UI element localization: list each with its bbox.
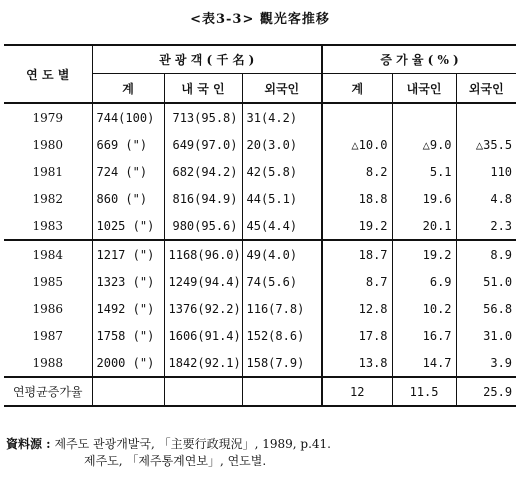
foreign-cell: 42(5.8): [242, 158, 322, 185]
year-header: 연 도 별: [4, 45, 92, 103]
domestic-cell: 1606(91.4): [164, 322, 242, 349]
foreign-header: 외국인: [242, 74, 322, 104]
source-line-2: 제주도, 「제주통계연보」, 연도별.: [84, 454, 267, 468]
summary-growth-foreign: 25.9: [456, 377, 516, 406]
foreign-cell: 116(7.8): [242, 295, 322, 322]
total-cell: 744(100): [92, 103, 164, 131]
summary-empty-cell: [242, 377, 322, 406]
growth-total-cell: 12.8: [322, 295, 392, 322]
growth-foreign-cell: 4.8: [490, 191, 513, 206]
total-cell: 1217 ("): [92, 240, 164, 268]
growth-domestic-cell: 20.1: [392, 212, 456, 240]
growth-domestic-cell: 16.7: [392, 322, 456, 349]
growth-total-cell: [322, 103, 392, 131]
table-row: [4, 295, 516, 322]
summary-row: [4, 377, 516, 406]
domestic-cell: 980(95.6): [164, 212, 242, 240]
domestic-cell: 1376(92.2): [164, 295, 242, 322]
table-row: [4, 103, 516, 131]
growth-foreign-cell: 51.0: [483, 274, 513, 289]
source-note: [6, 436, 331, 470]
growth-domestic-cell: 10.2: [392, 295, 456, 322]
summary-growth-domestic: 11.5: [392, 377, 456, 406]
growth-total-cell: 19.2: [322, 212, 392, 240]
year-cell: 1981: [4, 158, 92, 185]
table-row: [4, 185, 516, 212]
total-cell: 2000 ("): [92, 349, 164, 377]
growth-total-cell: △10.0: [322, 131, 392, 158]
total-cell: 1025 ("): [92, 212, 164, 240]
table-row: [4, 131, 516, 158]
foreign-cell: 45(4.4): [242, 212, 322, 240]
domestic-cell: 816(94.9): [164, 185, 242, 212]
table-title: <表3-3> 觀光客推移: [190, 12, 330, 27]
year-cell: 1980: [4, 131, 92, 158]
year-cell: 1983: [4, 212, 92, 240]
domestic-cell: 649(97.0): [164, 131, 242, 158]
summary-label: 연평균증가율: [4, 377, 92, 406]
growth-total-cell: 18.7: [322, 240, 392, 268]
year-cell: 1982: [4, 185, 92, 212]
growth-foreign-cell: [456, 103, 516, 131]
source-line-1: 제주도 관광개발국, 「主要行政現況」, 1989, p.41.: [54, 437, 331, 451]
foreign-cell: 158(7.9): [242, 349, 322, 377]
summary-empty-cell: [92, 377, 164, 406]
growth-total-cell: 8.2: [322, 158, 392, 185]
domestic-cell: 1249(94.4): [164, 268, 242, 295]
table-row: [4, 322, 516, 349]
growth-foreign-cell: △35.5: [475, 137, 513, 152]
total-cell: 860 ("): [92, 185, 164, 212]
growth-domestic-cell: 19.2: [392, 240, 456, 268]
tourists-group-header: 관 광 객 ( 千 名 ): [92, 45, 322, 74]
growth-foreign-cell: 56.8: [483, 301, 513, 316]
growth-domestic-header: 내국인: [392, 74, 456, 104]
year-cell: 1979: [4, 103, 92, 131]
table-row: [4, 158, 516, 185]
summary-empty-cell: [164, 377, 242, 406]
growth-domestic-cell: 5.1: [392, 158, 456, 185]
summary-growth-total: 12: [322, 377, 392, 406]
source-label: 資料源 :: [6, 437, 51, 451]
foreign-cell: 74(5.6): [242, 268, 322, 295]
year-cell: 1988: [4, 349, 92, 377]
total-cell: 669 ("): [92, 131, 164, 158]
domestic-cell: 1168(96.0): [164, 240, 242, 268]
growth-domestic-cell: 6.9: [392, 268, 456, 295]
table-row: [4, 212, 516, 240]
table-row: [4, 349, 516, 377]
table-row: [4, 240, 516, 268]
growth-group-header: 증 가 율 ( % ): [322, 45, 516, 74]
foreign-cell: 152(8.6): [242, 322, 322, 349]
total-cell: 724 ("): [92, 158, 164, 185]
tourist-trend-table: [4, 44, 516, 407]
growth-total-cell: 18.8: [322, 185, 392, 212]
header-row-1: [4, 45, 516, 74]
growth-domestic-cell: △9.0: [392, 131, 456, 158]
foreign-cell: 31(4.2): [242, 103, 322, 131]
growth-domestic-cell: 14.7: [392, 349, 456, 377]
domestic-cell: 713(95.8): [164, 103, 242, 131]
year-cell: 1985: [4, 268, 92, 295]
year-cell: 1987: [4, 322, 92, 349]
growth-foreign-cell: 3.9: [490, 355, 513, 370]
year-cell: 1984: [4, 240, 92, 268]
total-cell: 1323 ("): [92, 268, 164, 295]
growth-domestic-cell: 19.6: [392, 185, 456, 212]
growth-total-header: 계: [322, 74, 392, 104]
growth-total-cell: 13.8: [322, 349, 392, 377]
growth-foreign-header: 외국인: [456, 74, 516, 104]
foreign-cell: 20(3.0): [242, 131, 322, 158]
total-cell: 1492 ("): [92, 295, 164, 322]
growth-foreign-cell: 2.3: [490, 218, 513, 233]
table-row: [4, 268, 516, 295]
foreign-cell: 44(5.1): [242, 185, 322, 212]
growth-total-cell: 8.7: [322, 268, 392, 295]
growth-foreign-cell: 110: [490, 164, 513, 179]
growth-total-cell: 17.8: [322, 322, 392, 349]
total-cell: 1758 ("): [92, 322, 164, 349]
year-cell: 1986: [4, 295, 92, 322]
domestic-cell: 1842(92.1): [164, 349, 242, 377]
growth-foreign-cell: 31.0: [483, 328, 513, 343]
growth-domestic-cell: [392, 103, 456, 131]
foreign-cell: 49(4.0): [242, 240, 322, 268]
total-header: 계: [92, 74, 164, 104]
table-body: [4, 103, 516, 377]
growth-foreign-cell: 8.9: [456, 240, 516, 268]
domestic-header: 내 국 인: [164, 74, 242, 104]
domestic-cell: 682(94.2): [164, 158, 242, 185]
